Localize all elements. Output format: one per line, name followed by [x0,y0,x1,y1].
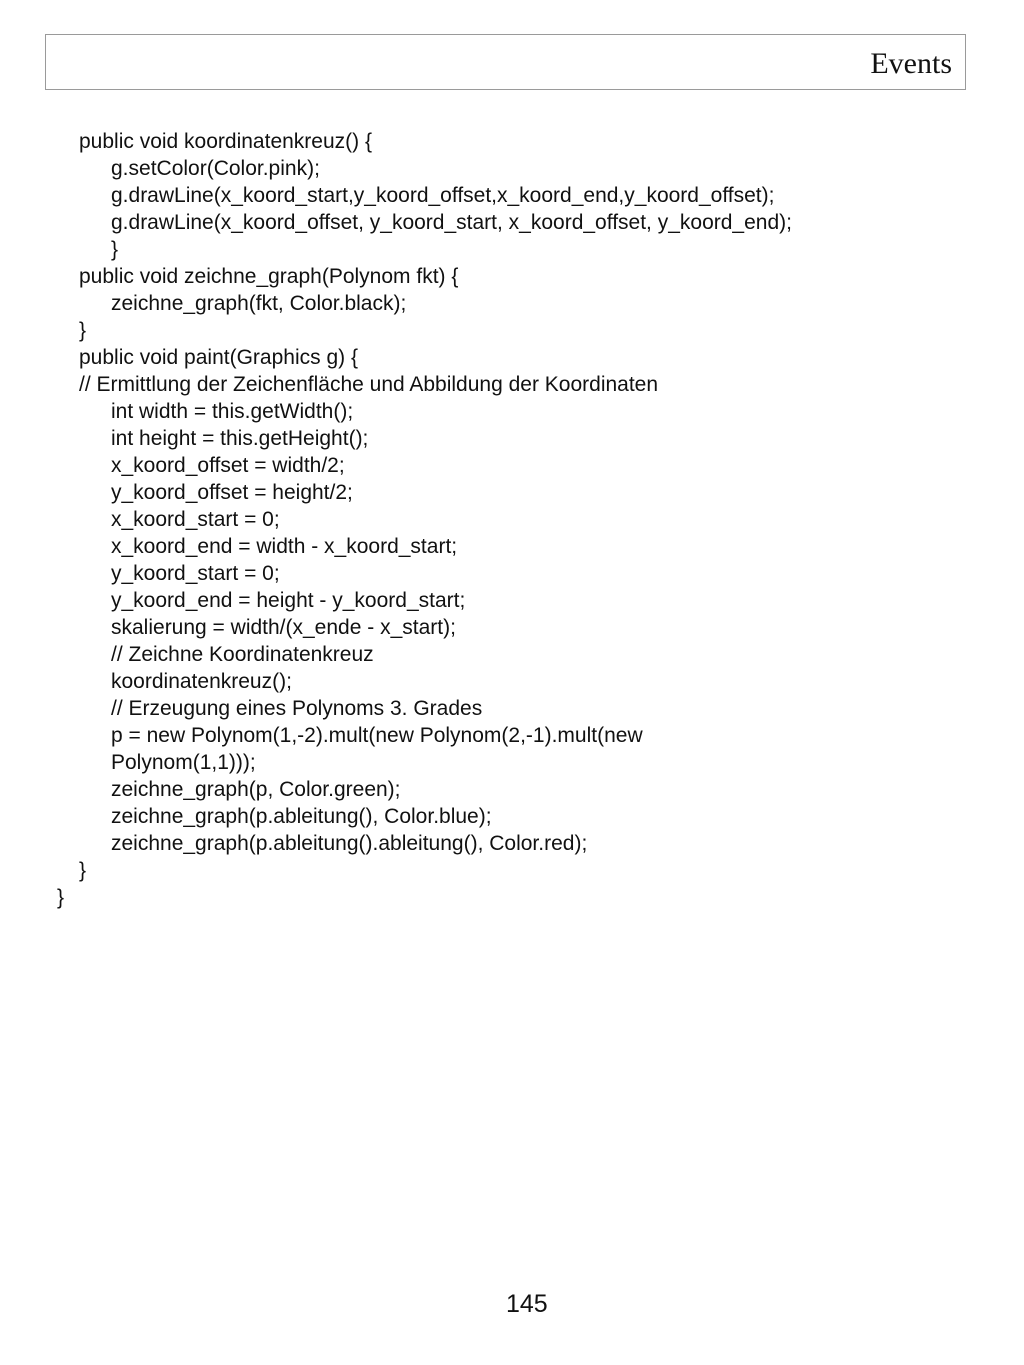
slide-header [45,34,966,90]
code-comment: // Ermittlung der Zeichenfläche und Abbildung der Koordinaten [79,373,659,396]
code-line: } [111,238,119,261]
code-line: koordinatenkreuz(); [111,670,292,693]
slide-title: Events [870,47,952,80]
code-line: skalierung = width/(x_ende - x_start); [111,616,456,639]
code-line: int width = this.getWidth(); [111,400,354,423]
code-line: x_koord_end = width - x_koord_start; [111,535,458,558]
code-line: g.drawLine(x_koord_start,y_koord_offset,x_koord_end,y_koord_offset); [111,184,775,207]
code-comment: // Zeichne Koordinatenkreuz [111,643,374,666]
code-line: public void zeichne_graph(Polynom fkt) { [79,265,459,288]
code-line: zeichne_graph(fkt, Color.black); [111,292,407,315]
code-line: zeichne_graph(p, Color.green); [111,778,401,801]
code-line: g.setColor(Color.pink); [111,157,320,180]
code-line: } [79,859,87,882]
code-line: Polynom(1,1))); [111,751,256,774]
code-line: int height = this.getHeight(); [111,427,369,450]
code-line: } [79,319,87,342]
code-line: } [57,886,65,909]
code-line: g.drawLine(x_koord_offset, y_koord_start, x_koord_offset, y_koord_end); [111,211,792,234]
code-comment: // Erzeugung eines Polynoms 3. Grades [111,697,483,720]
code-line: public void koordinatenkreuz() { [79,130,372,153]
code-line: y_koord_offset = height/2; [111,481,353,504]
code-line: zeichne_graph(p.ableitung().ableitung(), Color.red); [111,832,588,855]
code-line: public void paint(Graphics g) { [79,346,358,369]
code-line: x_koord_start = 0; [111,508,280,531]
page-number: 145 [506,1290,548,1318]
code-line: y_koord_end = height - y_koord_start; [111,589,466,612]
code-line: x_koord_offset = width/2; [111,454,345,477]
code-line: zeichne_graph(p.ableitung(), Color.blue); [111,805,492,828]
code-line: p = new Polynom(1,-2).mult(new Polynom(2,-1).mult(new [111,724,643,747]
code-line: y_koord_start = 0; [111,562,280,585]
